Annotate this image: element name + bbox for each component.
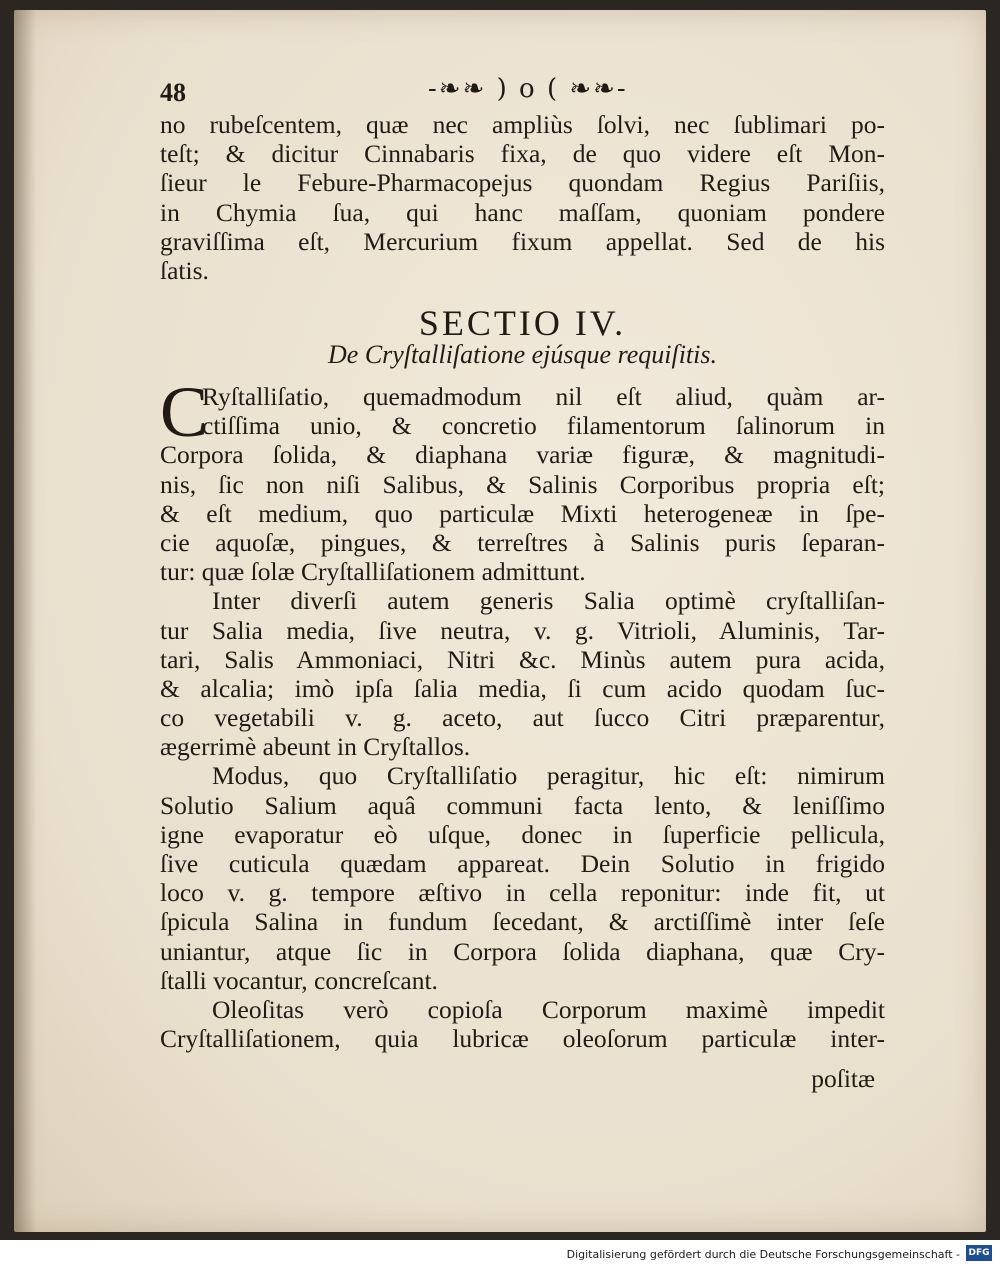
binding-shadow: [14, 10, 36, 1232]
text-line: tur Salia media, ſive neutra, v. g. Vitrioli, Aluminis, Tar-: [160, 615, 885, 645]
catchword: poſitæ: [811, 1064, 875, 1093]
paragraph-2: [160, 586, 885, 761]
text-line: no rubeſcentem, quæ nec ampliùs ſolvi, nec ſublimari po-: [160, 110, 885, 139]
text-line: Solutio Salium aquâ communi facta lento, & leniſſimo: [160, 790, 885, 820]
text-line: nis, ſic non niſi Salibus, & Salinis Corporibus propria eſt;: [160, 469, 885, 499]
text-line: co vegetabili v. g. aceto, aut ſucco Citri præparentur,: [160, 703, 885, 733]
paragraph-1: [160, 372, 885, 587]
section-subtitle: De Cryſtalliſatione ejúsque requiſitis.: [328, 340, 717, 369]
section-heading: SECTIO IV.: [418, 303, 627, 343]
text-line: ſtalli vocantur, concreſcant.: [160, 965, 438, 995]
text-line: ſpicula Salina in fundum ſecedant, & arctiſſimè inter ſeſe: [160, 907, 885, 937]
dfg-logo: DFG: [966, 1245, 992, 1261]
footer-credit: Digitalisierung gefördert durch die Deutsche Forschungsgemeinschaft -: [566, 1248, 960, 1261]
text-line: loco v. g. tempore æſtivo in cella reponitur: inde fit, ut: [160, 878, 885, 908]
text-line: ſieur le Febure-Pharmacopejus quondam Regius Pariſiis,: [160, 168, 885, 198]
text-line: Inter diverſi autem generis Salia optimè cryſtalliſan-: [212, 586, 885, 616]
text-line: Cryſtalliſationem, quia lubricæ oleoſorum particulæ inter-: [160, 1024, 885, 1054]
text-line: Modus, quo Cryſtalliſatio peragitur, hic eſt: nimirum: [212, 761, 885, 791]
text-line: Ryſtalliſatio, quemadmodum nil eſt aliud, quàm ar-: [202, 382, 885, 411]
page-number: 48: [160, 78, 186, 107]
text-line: ægerrimè abeunt in Cryſtallos.: [160, 732, 471, 762]
paragraph-top: [160, 110, 885, 285]
text-line: teſt; & dicitur Cinnabaris fixa, de quo videre eſt Mon-: [160, 139, 885, 169]
text-line: tur: quæ ſolæ Cryſtalliſationem admittunt.: [160, 557, 586, 587]
text-line: ctiſſima unio, & concretio filamentorum ſalinorum in: [202, 411, 885, 441]
text-line: tari, Salis Ammoniaci, Nitri &c. Minùs autem pura acida,: [160, 644, 885, 674]
footer-bar: [0, 1240, 1000, 1269]
header-ornament: -❧❧ ) o ( ❧❧-: [428, 74, 628, 104]
text-line: ſive cuticula quædam appareat. Dein Solutio in frigido: [160, 849, 885, 878]
text-line: Oleoſitas verò copioſa Corporum maximè impedit: [212, 994, 885, 1024]
paragraph-4: [160, 995, 885, 1053]
running-head: [160, 74, 880, 106]
text-line: & eſt medium, quo particulæ Mixti heterogeneæ in ſpe-: [160, 498, 885, 528]
text-line: uniantur, atque ſic in Corpora ſolida diaphana, quæ Cry-: [160, 936, 885, 966]
text-line: graviſſima eſt, Mercurium fixum appellat. Sed de his: [160, 226, 885, 256]
text-line: ſatis.: [160, 255, 209, 285]
text-line: igne evaporatur eò uſque, donec in ſuperficie pellicula,: [160, 819, 885, 849]
text-line: in Chymia ſua, qui hanc maſſam, quoniam pondere: [160, 197, 885, 227]
text-line: cie aquoſæ, pingues, & terreſtres à Salinis puris ſeparan-: [160, 527, 885, 557]
text-line: & alcalia; imò ipſa ſalia media, ſi cum acido quodam ſuc-: [160, 673, 885, 703]
paragraph-3: [160, 761, 885, 995]
drop-cap: C: [160, 372, 209, 452]
text-line: Corpora ſolida, & diaphana variæ figuræ, & magnitudi-: [160, 440, 885, 470]
section-body: [160, 372, 885, 1054]
